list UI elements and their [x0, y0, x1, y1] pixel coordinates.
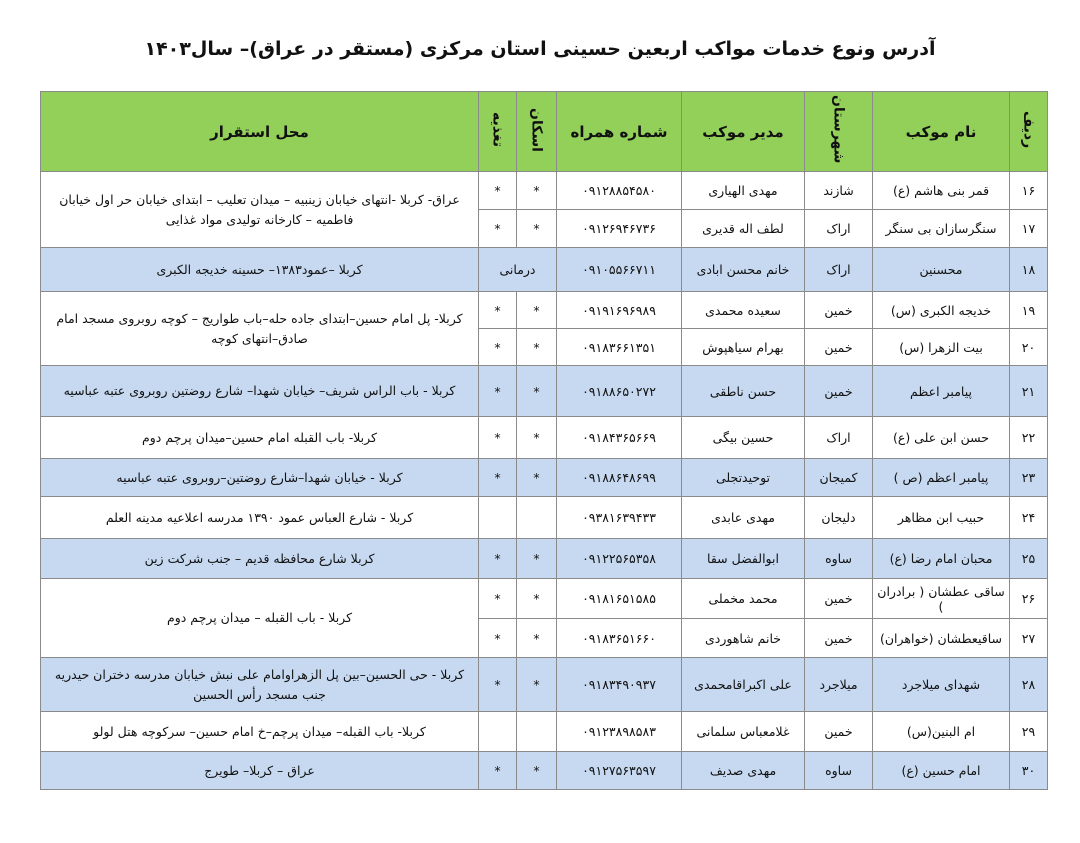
food-mark: *: [479, 366, 517, 417]
row-number: ۱۸: [1010, 248, 1048, 292]
city: خمین: [805, 579, 873, 619]
food-mark: *: [479, 292, 517, 329]
mawkib-name: محبان امام رضا (ع): [873, 539, 1010, 579]
lodging-mark: *: [517, 172, 557, 210]
mawkib-name: حبیب ابن مظاهر: [873, 497, 1010, 539]
lodging-mark: *: [517, 329, 557, 366]
phone: ۰۹۱۲۳۸۹۸۵۸۳: [557, 712, 682, 752]
table-row: [41, 712, 1048, 752]
table-row: [41, 752, 1048, 790]
lodging-mark: *: [517, 459, 557, 497]
row-number: ۲۵: [1010, 539, 1048, 579]
phone: ۰۹۱۸۴۳۶۵۶۶۹: [557, 417, 682, 459]
row-number: ۲۸: [1010, 658, 1048, 712]
manager: غلامعباس سلمانی: [682, 712, 805, 752]
lodging-mark: *: [517, 292, 557, 329]
header-phone: شماره همراه: [557, 92, 682, 172]
manager: حسین بیگی: [682, 417, 805, 459]
city: خمین: [805, 712, 873, 752]
food-mark: *: [479, 619, 517, 658]
phone: ۰۹۱۸۳۴۹۰۹۳۷: [557, 658, 682, 712]
table-row: [41, 292, 1048, 329]
location: کربلا- پل امام حسین–ابتدای جاده حله–باب طواریج – کوچه روبروی مسجد امام صادق–انتهای کوچه: [41, 292, 479, 366]
location: کربلا شارع محافظه قدیم – جنب شرکت زین: [41, 539, 479, 579]
mawkib-table: [40, 91, 1048, 790]
city: کمیجان: [805, 459, 873, 497]
location: کربلا - باب الراس شریف– خیابان شهدا– شارع روضتین روبروی عتبه عباسیه: [41, 366, 479, 417]
manager: حسن ناطقی: [682, 366, 805, 417]
header-row-number: ردیف: [1010, 92, 1048, 172]
location: کربلا - خیابان شهدا–شارع روضتین–روبروی عتبه عباسیه: [41, 459, 479, 497]
food-mark: *: [479, 210, 517, 248]
row-number: ۲۴: [1010, 497, 1048, 539]
city: ساوه: [805, 752, 873, 790]
table-row: [41, 497, 1048, 539]
food-mark: [479, 712, 517, 752]
phone: ۰۹۱۰۵۵۶۶۷۱۱: [557, 248, 682, 292]
manager: توحیدتجلی: [682, 459, 805, 497]
mawkib-name: قمر بنی هاشم (ع): [873, 172, 1010, 210]
manager: ابوالفضل سقا: [682, 539, 805, 579]
phone: ۰۹۱۲۸۸۵۴۵۸۰: [557, 172, 682, 210]
city: خمین: [805, 329, 873, 366]
row-number: ۲۹: [1010, 712, 1048, 752]
manager: علی اکبراقامحمدی: [682, 658, 805, 712]
header-location: محل استقرار: [41, 92, 479, 172]
location: کربلا - باب القبله – میدان پرچم دوم: [41, 579, 479, 658]
mawkib-name: امام حسین (ع): [873, 752, 1010, 790]
mawkib-name: ام البنین(س): [873, 712, 1010, 752]
mawkib-name: سنگرسازان بی سنگر: [873, 210, 1010, 248]
table-row: [41, 417, 1048, 459]
table-row: [41, 459, 1048, 497]
mawkib-name: شهدای میلاجرد: [873, 658, 1010, 712]
food-mark: [479, 497, 517, 539]
phone: ۰۹۱۸۳۶۵۱۶۶۰: [557, 619, 682, 658]
row-number: ۱۶: [1010, 172, 1048, 210]
food-mark: *: [479, 539, 517, 579]
manager: بهرام سیاهپوش: [682, 329, 805, 366]
table-row: [41, 248, 1048, 292]
row-number: ۲۲: [1010, 417, 1048, 459]
lodging-mark: *: [517, 539, 557, 579]
city: خمین: [805, 366, 873, 417]
phone: ۰۹۱۸۱۶۵۱۵۸۵: [557, 579, 682, 619]
header-food: تغذیه: [479, 92, 517, 172]
location: کربلا - شارع العباس عمود ۱۳۹۰ مدرسه اعلاعیه مدینه العلم: [41, 497, 479, 539]
lodging-mark: *: [517, 366, 557, 417]
food-mark: *: [479, 752, 517, 790]
row-number: ۱۹: [1010, 292, 1048, 329]
lodging-mark: *: [517, 658, 557, 712]
mawkib-name: پیامبر اعظم (ص ): [873, 459, 1010, 497]
mawkib-name: بیت الزهرا (س): [873, 329, 1010, 366]
city: شازند: [805, 172, 873, 210]
location: کربلا - حی الحسین–بین پل الزهراوامام علی نبش خیابان مدرسه دختران حیدریه جنب مسجد رأس الحسین: [41, 658, 479, 712]
header-name: نام موکب: [873, 92, 1010, 172]
phone: ۰۹۱۲۶۹۴۶۷۳۶: [557, 210, 682, 248]
manager: سعیده محمدی: [682, 292, 805, 329]
city: دلیجان: [805, 497, 873, 539]
lodging-mark: *: [517, 619, 557, 658]
food-mark: *: [479, 172, 517, 210]
food-mark: *: [479, 329, 517, 366]
phone: ۰۹۱۸۸۶۵۰۲۷۲: [557, 366, 682, 417]
city: اراک: [805, 248, 873, 292]
location: کربلا –عمود۱۳۸۳– حسینه خدیجه الکبری: [41, 248, 479, 292]
lodging-mark: *: [517, 417, 557, 459]
phone: ۰۹۱۹۱۶۹۶۹۸۹: [557, 292, 682, 329]
mawkib-name: ساقی عطشان ( برادران ): [873, 579, 1010, 619]
table-row: [41, 658, 1048, 712]
table-row: [41, 579, 1048, 619]
phone: ۰۹۱۸۸۶۴۸۶۹۹: [557, 459, 682, 497]
lodging-mark: *: [517, 210, 557, 248]
mawkib-name: حسن ابن علی (ع): [873, 417, 1010, 459]
row-number: ۲۶: [1010, 579, 1048, 619]
mawkib-name: ساقیعطشان (خواهران): [873, 619, 1010, 658]
phone: ۰۹۱۲۷۵۶۳۵۹۷: [557, 752, 682, 790]
city: اراک: [805, 210, 873, 248]
row-number: ۲۰: [1010, 329, 1048, 366]
mawkib-name: پیامبر اعظم: [873, 366, 1010, 417]
food-mark: *: [479, 579, 517, 619]
table-row: [41, 172, 1048, 210]
manager: لطف اله قدیری: [682, 210, 805, 248]
lodging-mark: *: [517, 579, 557, 619]
row-number: ۱۷: [1010, 210, 1048, 248]
phone: ۰۹۱۲۲۵۶۵۳۵۸: [557, 539, 682, 579]
mawkib-name: محسنین: [873, 248, 1010, 292]
manager: محمد مخملی: [682, 579, 805, 619]
manager: خانم شاهوردی: [682, 619, 805, 658]
city: خمین: [805, 292, 873, 329]
header-city: شهرستان: [805, 92, 873, 172]
lodging-mark: [517, 712, 557, 752]
header-manager: مدیر موکب: [682, 92, 805, 172]
row-number: ۲۳: [1010, 459, 1048, 497]
row-number: ۳۰: [1010, 752, 1048, 790]
row-number: ۲۱: [1010, 366, 1048, 417]
food-mark: *: [479, 658, 517, 712]
row-number: ۲۷: [1010, 619, 1048, 658]
lodging-mark: [517, 497, 557, 539]
phone: ۰۹۱۸۳۶۶۱۳۵۱: [557, 329, 682, 366]
manager: مهدی الهیاری: [682, 172, 805, 210]
city: ساوه: [805, 539, 873, 579]
city: خمین: [805, 619, 873, 658]
table-row: [41, 539, 1048, 579]
location: عراق- کربلا -انتهای خیابان زینبیه – میدان تعلیب – ابتدای خیابان حر اول خیابان فاطمیه – کارخانه تولیدی مواد غذایی: [41, 172, 479, 248]
location: کربلا- باب القبله– میدان پرچم–خ امام حسین– سرکوچه هتل لولو: [41, 712, 479, 752]
food-mark: *: [479, 459, 517, 497]
services-medical: درمانی: [479, 248, 557, 292]
location: کربلا- باب القبله امام حسین–میدان پرچم دوم: [41, 417, 479, 459]
header-row: [41, 92, 1048, 172]
city: میلاجرد: [805, 658, 873, 712]
header-lodging: اسکان: [517, 92, 557, 172]
lodging-mark: *: [517, 752, 557, 790]
food-mark: *: [479, 417, 517, 459]
city: اراک: [805, 417, 873, 459]
mawkib-name: خدیجه الکبری (س): [873, 292, 1010, 329]
page-title: آدرس ونوع خدمات مواکب اربعین حسینی استان مرکزی (مستقر در عراق)– سال۱۴۰۳: [144, 38, 936, 60]
manager: مهدی عابدی: [682, 497, 805, 539]
manager: خانم محسن ابادی: [682, 248, 805, 292]
location: عراق – کربلا– طویرج: [41, 752, 479, 790]
table-row: [41, 366, 1048, 417]
manager: مهدی صدیف: [682, 752, 805, 790]
phone: ۰۹۳۸۱۶۳۹۴۳۳: [557, 497, 682, 539]
